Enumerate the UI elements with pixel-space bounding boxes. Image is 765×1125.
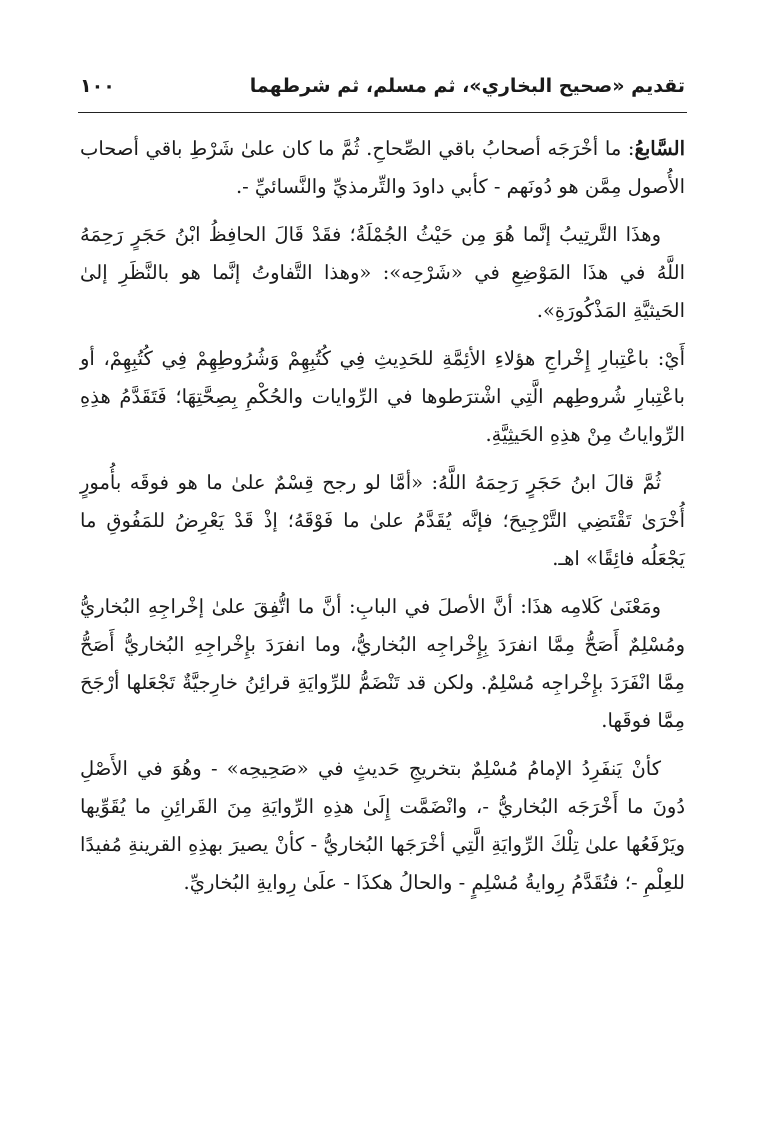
paragraph-1 — [80, 130, 685, 206]
paragraph-4 — [80, 464, 685, 578]
paragraph-2 — [80, 216, 685, 330]
page-header — [80, 68, 685, 104]
paragraph-6 — [80, 750, 685, 902]
paragraph-5 — [80, 588, 685, 740]
page-body — [80, 130, 685, 912]
running-title: تقديم «صحيح البخاري»، ثم مسلم، ثم شرطهما — [249, 75, 685, 97]
paragraph-3 — [80, 340, 685, 454]
paragraph-text: ثُمَّ قالَ ابنُ حَجَرٍ رَحِمَهُ اللَّهُ: «أمَّا لو رجح قِسْمٌ علىٰ ما هو فوقَه بأُمورٍ أُخْرَىٰ تَقْتَضِي التَّرْجِيحَ؛ فإنَّه يُقَدَّمُ علىٰ ما فَوْقَهُ؛ إذْ قَدْ يَعْرِضُ للمَفُوقِ ما يَجْعَلُه فائِقًا» اهـ. — [80, 471, 685, 570]
paragraph-text: : ما أخْرَجَه أصحابُ باقي الصِّحاحِ. ثُمَّ ما كان علىٰ شَرْطِ باقي أصحاب الأُصول مِمَّن هو دُونَهم - كأبي داودَ والتِّرمذيِّ والنَّسائيِّ -. — [80, 137, 685, 198]
section-lead: السَّابعُ — [634, 137, 685, 160]
paragraph-text: كأنْ يَنفَرِدُ الإمامُ مُسْلِمٌ بتخريجِ حَديثٍ في «صَحِيحِه» - وهُوَ في الأَصْلِ دُونَ ما أَخْرَجَه البُخاريُّ -، وانْضَمَّت إِلَىٰ هذِهِ الرِّوايَةِ مِنَ القَرائِنِ ما يُقَوِّيها ويَرْفَعُها علىٰ تِلْكَ الرِّوايَةِ الَّتِي أخْرَجَها البُخاريُّ - كأنْ يصيرَ بهذِهِ القرينةِ مُفيدًا للعِلْمِ -؛ فتُقَدَّمُ رِوايةُ مُسْلِمٍ - والحالُ هكذَا - علَىٰ رِوايةِ البُخاريِّ. — [80, 757, 685, 894]
paragraph-text: أَيْ: باعْتِبارِ إِخْراجِ هؤلاءِ الأئِمَّةِ للحَدِيثِ فِي كُتُبِهِمْ وَشُرُوطِهِمْ فِي كُتُبِهِمْ، أو باعْتِبارِ شُروطِهم الَّتِي اشْترَطوها في الرِّوايات والحُكْمِ بِصِحَّتِهَا؛ فَتَقَدَّمُ هذِهِ الرِّواياتُ مِنْ هذِهِ الحَيثِيَّةِ. — [80, 347, 685, 446]
paragraph-text: ومَعْنَىٰ كَلامِه هذَا: أنَّ الأصلَ في البابِ: أنَّ ما اتُّفِقَ علىٰ إخْراجِهِ البُخاريُّ ومُسْلِمٌ أَصَحُّ مِمَّا انفرَدَ بِإِخْراجِه البُخاريُّ، وما انفرَدَ بإِخْراجِهِ البُخاريُّ أَصَحُّ مِمَّا انْفَرَدَ بإِخْراجِه مُسْلِمٌ. ولكن قد تَنْضَمُّ للرِّوايَةِ قرائِنُ خارِجيَّةٌ تَجْعَلها أرْجَحَ مِمَّا فوقَها. — [80, 595, 685, 732]
page-number: ١٠٠ — [80, 75, 115, 97]
paragraph-text: وهذَا التَّرتِيبُ إنَّما هُوَ مِن حَيْثُ الجُمْلَةُ؛ فقَدْ قَالَ الحافِظُ ابْنُ حَجَرٍ رَحِمَهُ اللَّهُ في هذَا المَوْضِعِ في «شَرْحِه»: «وهذا التَّفاوتُ إنَّما هو بالنَّظَرِ إلىٰ الحَيثيَّةِ المَذْكُورَةِ». — [80, 223, 685, 322]
header-divider — [78, 112, 687, 113]
